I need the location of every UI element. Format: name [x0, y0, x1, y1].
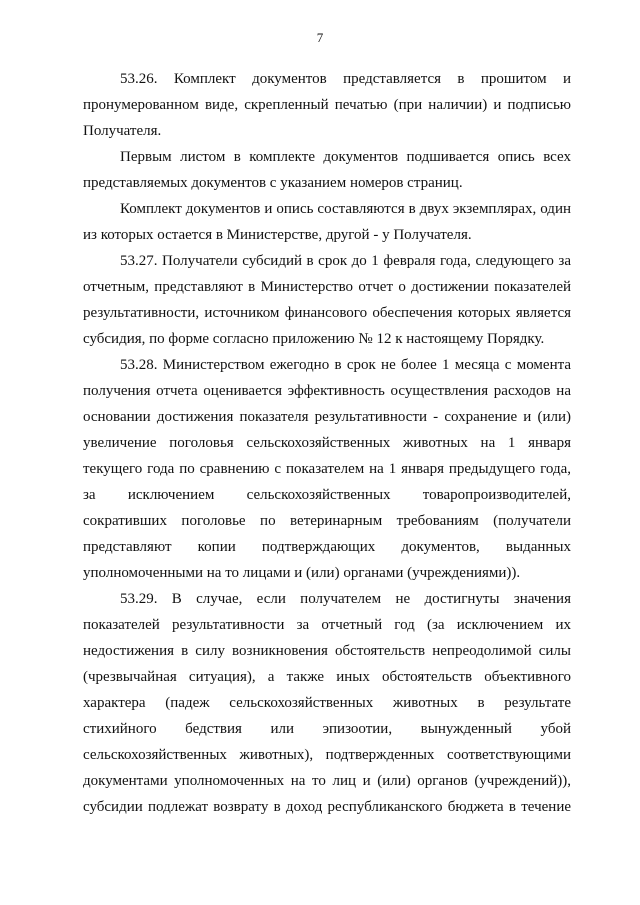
paragraph-copies — [83, 196, 571, 248]
text-line: результативности, источником финансового обеспечения которых является — [83, 305, 571, 321]
text-line: увеличение поголовья сельскохозяйственных животных на 1 января — [83, 435, 571, 451]
text-line: Первым листом в комплекте документов подшивается опись всех — [120, 149, 571, 165]
text-line: представляемых документов с указанием номеров страниц. — [83, 175, 463, 191]
text-line: представляют копии подтверждающих документов, выданных — [83, 539, 571, 555]
text-line: пронумерованном виде, скрепленный печатью (при наличии) и подписью — [83, 97, 571, 113]
text-line: субсидия, по форме согласно приложению № 12 к настоящему Порядку. — [83, 331, 545, 347]
text-line: характера (падеж сельскохозяйственных животных в результате — [83, 695, 571, 711]
text-line: субсидии подлежат возврату в доход республиканского бюджета в течение — [83, 799, 571, 815]
text-line: стихийного бедствия или эпизоотии, вынужденный убой — [83, 721, 571, 737]
text-line: показателей результативности за отчетный год (за исключением их — [83, 617, 571, 633]
text-line: текущего года по сравнению с показателем на 1 января предыдущего года, — [83, 461, 571, 477]
text-line: получения отчета оценивается эффективность осуществления расходов на — [83, 383, 571, 399]
paragraph-53-29 — [83, 586, 571, 820]
text-line: документами уполномоченных на то лиц и (или) органов (учреждений)), — [83, 773, 571, 789]
text-line: (чрезвычайная ситуация), а также иных обстоятельств объективного — [83, 669, 571, 685]
paragraph-53-28 — [83, 352, 571, 586]
paragraph-53-27 — [83, 248, 571, 352]
text-line: Комплект документов и опись составляются в двух экземплярах, один — [120, 201, 571, 217]
text-line: 53.28. Министерством ежегодно в срок не более 1 месяца с момента — [120, 357, 571, 373]
text-line: из которых остается в Министерстве, другой - у Получателя. — [83, 227, 472, 243]
text-line: Получателя. — [83, 123, 162, 139]
paragraph-53-26 — [83, 66, 571, 144]
text-line: недостижения в силу возникновения обстоятельств непреодолимой силы — [83, 643, 571, 659]
document-body — [83, 66, 571, 820]
text-line: основании достижения показателя результативности - сохранение и (или) — [83, 409, 571, 425]
text-line: 53.26. Комплект документов представляется в прошитом и — [120, 71, 571, 87]
page-number: 7 — [316, 30, 324, 45]
text-line: сельскохозяйственных животных), подтвержденных соответствующими — [83, 747, 571, 763]
text-line: 53.29. В случае, если получателем не достигнуты значения — [120, 591, 571, 607]
text-line: сокративших поголовье по ветеринарным требованиям (получатели — [83, 513, 571, 529]
text-line: отчетным, представляют в Министерство отчет о достижении показателей — [83, 279, 571, 295]
text-line: 53.27. Получатели субсидий в срок до 1 февраля года, следующего за — [120, 253, 571, 269]
paragraph-inventory — [83, 144, 571, 196]
text-line: за исключением сельскохозяйственных товаропроизводителей, — [83, 487, 571, 503]
text-line: уполномоченными на то лицами и (или) органами (учреждениями)). — [83, 565, 521, 581]
